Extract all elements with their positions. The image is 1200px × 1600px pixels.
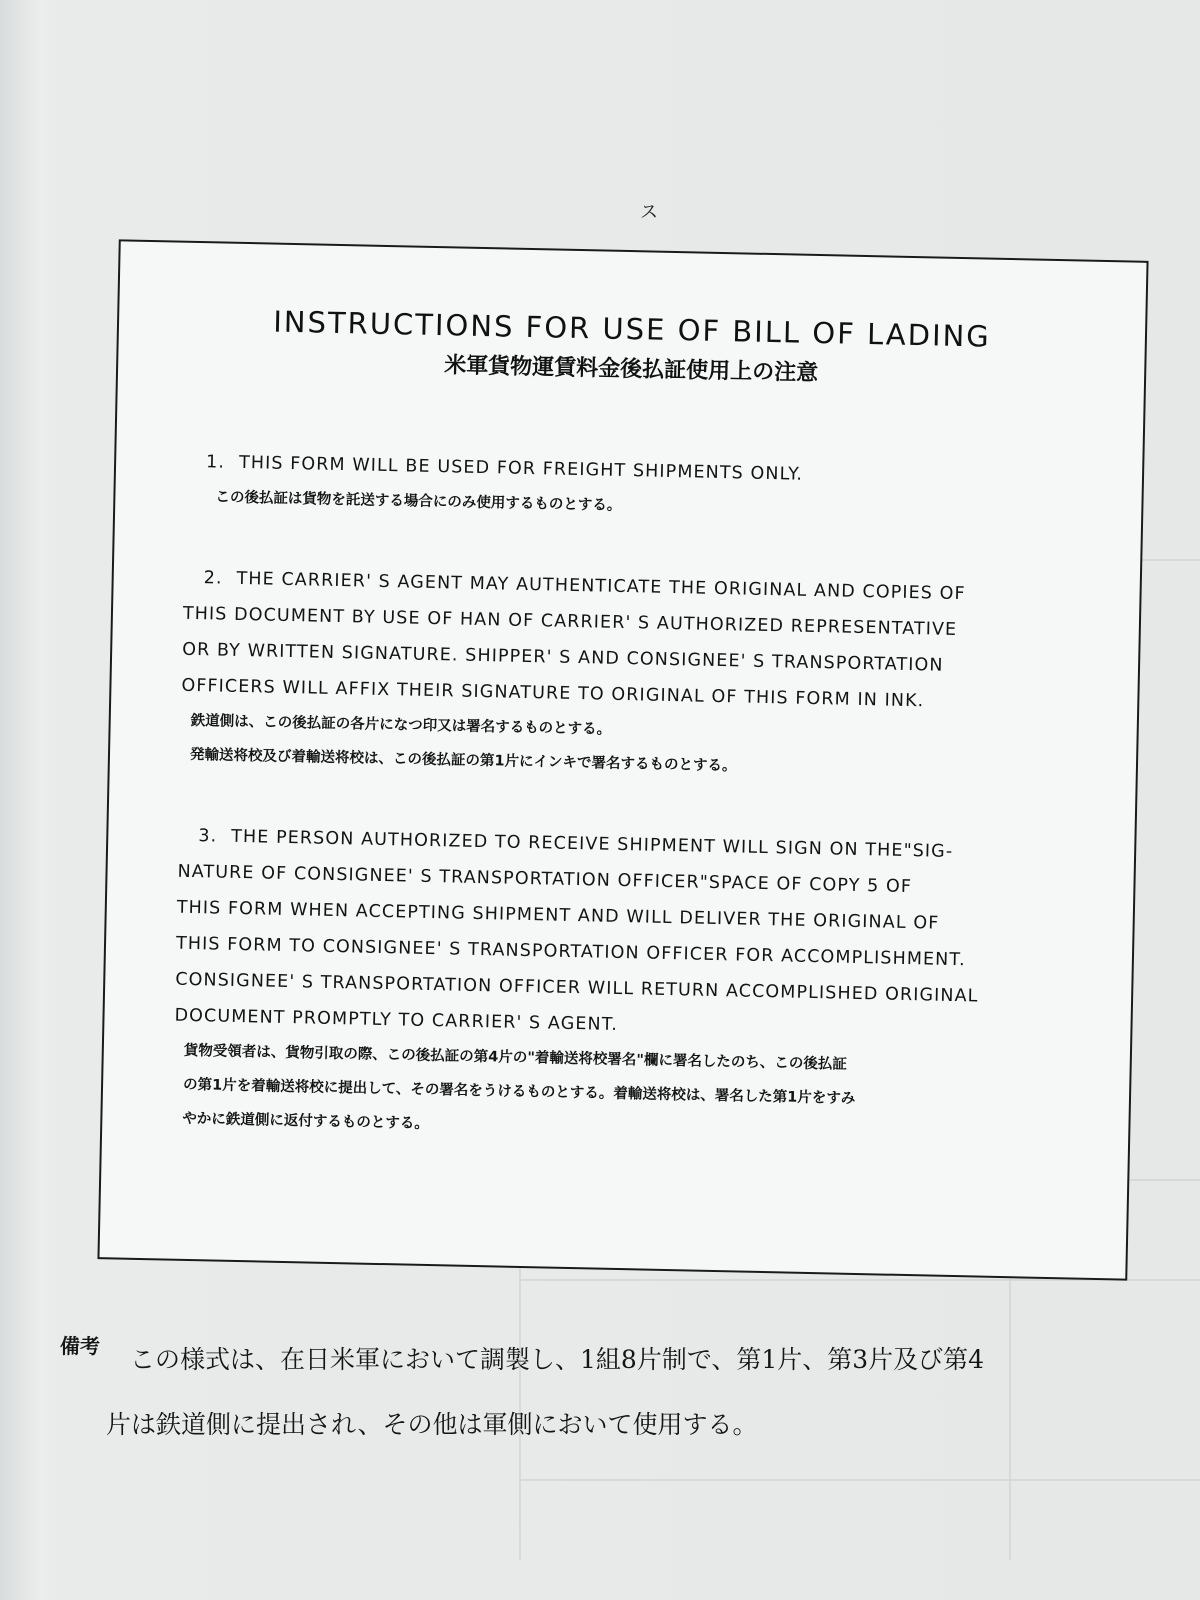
page-mark: ス [640, 202, 658, 223]
item-3-english-line-3: THIS FORM WHEN ACCEPTING SHIPMENT AND WILL DELIVER THE ORIGINAL OF [176, 897, 940, 934]
item-2-english-line-4: OFFICERS WILL AFFIX THEIR SIGNATURE TO ORIGINAL OF THIS FORM IN INK. [181, 675, 925, 712]
item-1-number: 1. [205, 452, 226, 473]
item-2-number: 2. [203, 568, 223, 589]
item-3-english-line-6: DOCUMENT PROMPTLY TO CARRIER' S AGENT. [174, 1005, 619, 1035]
instruction-item-1 [185, 444, 1072, 533]
item-3-english-line-2: NATURE OF CONSIGNEE' S TRANSPORTATION OFFICER"SPACE OF COPY 5 OF [177, 861, 913, 898]
remarks-line-2: 片は鉄道側に提出され、その他は軍側において使用する。 [106, 1410, 758, 1439]
item-3-english-line-4: THIS FORM TO CONSIGNEE' S TRANSPORTATION OFFICER FOR ACCOMPLISHMENT. [175, 933, 966, 971]
instruction-item-3 [172, 818, 1064, 1154]
remarks-line-1: この様式は、在日米軍において調製し、1組8片制で、第1片、第3片及び第4 [130, 1345, 985, 1374]
item-2-japanese-line-2: 発輸送将校及び着輸送将校は、この後払証の第1片にインキで署名するものとする。 [189, 746, 737, 775]
instruction-item-2 [180, 560, 1070, 791]
title-english: INSTRUCTIONS FOR USE OF BILL OF LADING [272, 304, 992, 354]
item-2-japanese-line-1: 鉄道側は、この後払証の各片になつ印又は署名するものとする。 [190, 712, 612, 738]
item-3-en-line-1-text: THE PERSON AUTHORIZED TO RECEIVE SHIPMENT WILL SIGN ON THE"SIG- [231, 826, 954, 862]
item-2-en-line-1-text: THE CARRIER' S AGENT MAY AUTHENTICATE THE ORIGINAL AND COPIES OF [236, 568, 966, 605]
item-3-number: 3. [198, 826, 218, 847]
item-1-en-line-1: THIS FORM WILL BE USED FOR FREIGHT SHIPMENTS ONLY. [238, 452, 804, 485]
instructions-frame [97, 239, 1148, 1280]
item-1-japanese-line: この後払証は貨物を託送する場合にのみ使用するものとする。 [215, 489, 622, 514]
item-3-japanese-line-3: やかに鉄道側に返付するものとする。 [182, 1110, 430, 1133]
item-2-english-line-2: THIS DOCUMENT BY USE OF HAN OF CARRIER' S AUTHORIZED REPRESENTATIVE [182, 603, 958, 640]
title-japanese: 米軍貨物運賃料金後払証使用上の注意 [443, 353, 819, 386]
item-2-english-line-3: OR BY WRITTEN SIGNATURE. SHIPPER' S AND CONSIGNEE' S TRANSPORTATION [182, 639, 944, 676]
item-3-japanese-line-1: 貨物受領者は、貨物引取の際、この後払証の第4片の"着輸送将校署名"欄に署名したのち、この後払証 [183, 1042, 848, 1073]
item-3-english-line-5: CONSIGNEE' S TRANSPORTATION OFFICER WILL RETURN ACCOMPLISHED ORIGINAL [175, 969, 979, 1007]
item-3-japanese-line-2: の第1片を着輸送将校に提出して、その署名をうけるものとする。着輸送将校は、署名した第1片をすみ [182, 1076, 856, 1107]
remarks-label: 備考 [60, 1334, 100, 1358]
